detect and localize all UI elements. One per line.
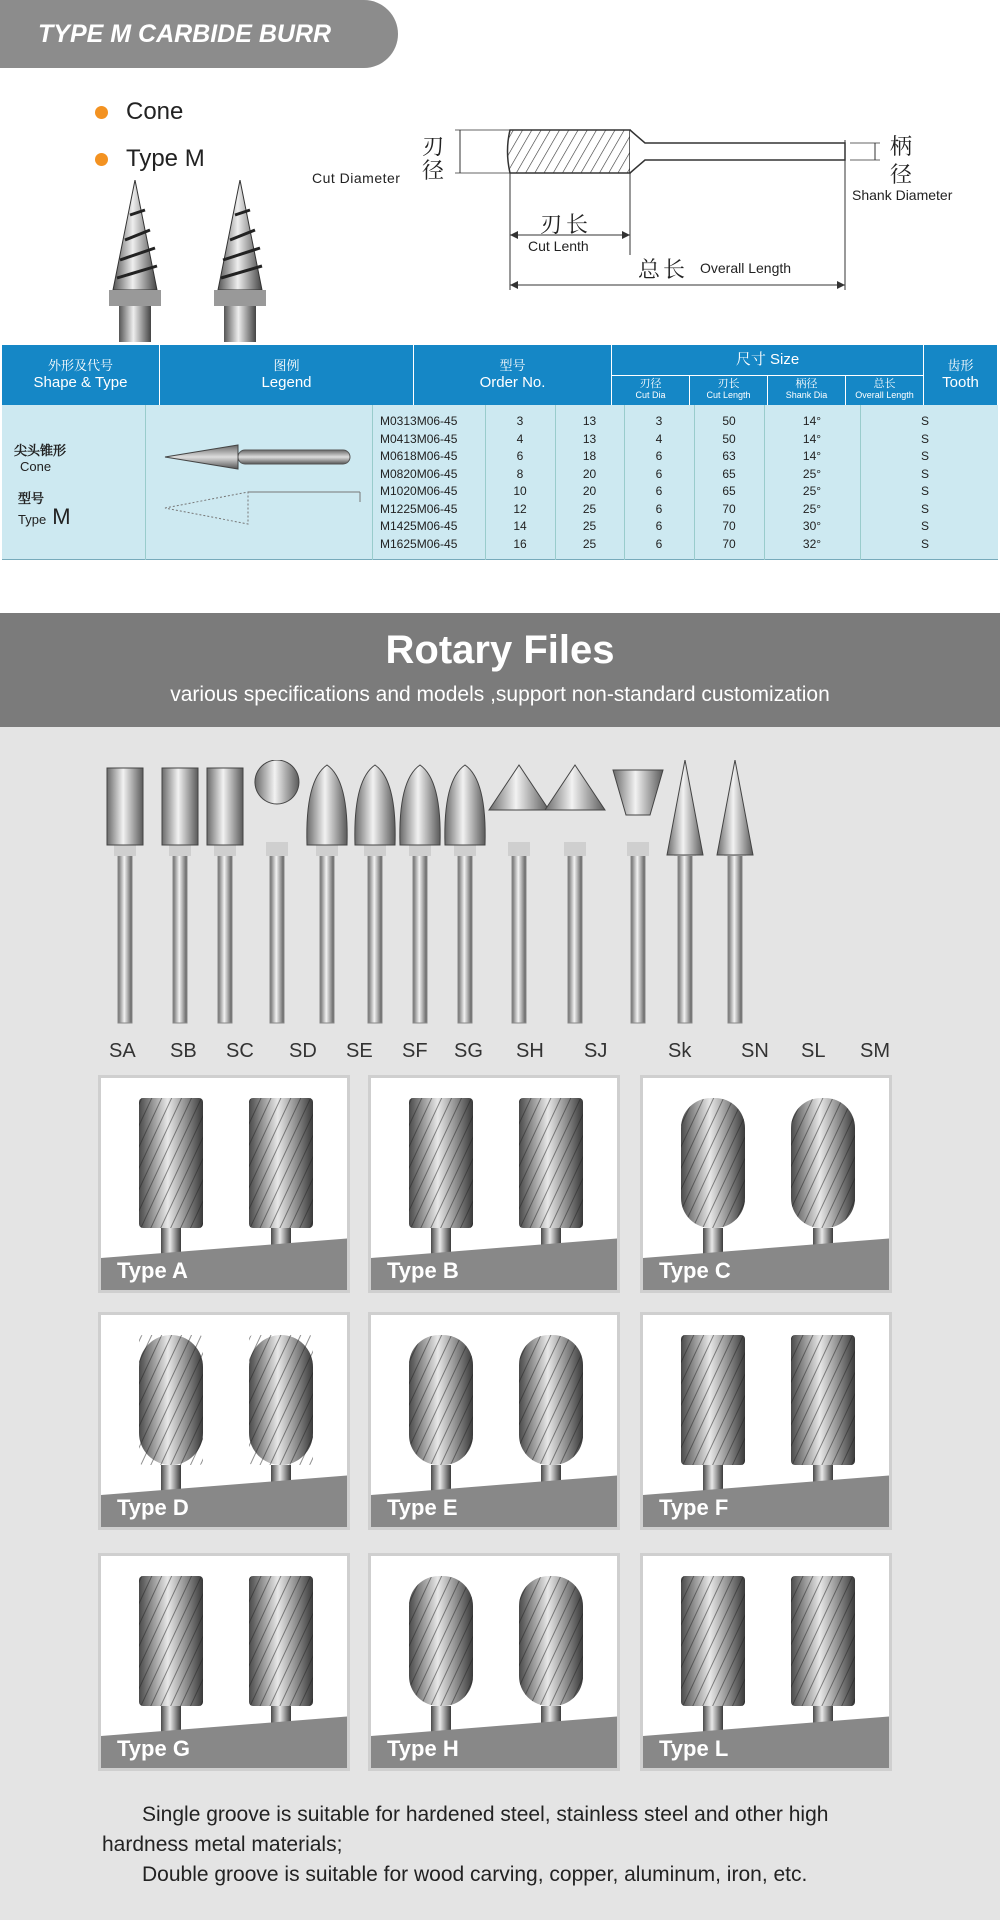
shank-zh-1: 柄 xyxy=(890,134,913,159)
burr-code-sl: SL xyxy=(801,1040,826,1062)
cell-overall: 65 xyxy=(722,484,736,498)
cell-orders: M0618M06-45 xyxy=(380,449,458,463)
cell-shank: 6 xyxy=(655,449,663,463)
cell-tooth: S xyxy=(920,484,929,498)
cut-dia-zh: 刃径 xyxy=(422,134,445,183)
cell-orders: M1020M06-45 xyxy=(380,484,458,498)
footer-line-2: hardness metal materials; xyxy=(102,1833,343,1856)
cell-orders: M0413M06-45 xyxy=(380,431,458,446)
type-card-label: Type C xyxy=(659,1258,731,1283)
cell-angle: 14° xyxy=(802,449,822,463)
cell-angle: 30° xyxy=(802,519,822,533)
burr-code-sd: SD xyxy=(289,1040,317,1062)
rotary-title: Rotary Files xyxy=(385,628,615,672)
shank-label: Shank Diameter xyxy=(852,187,953,203)
col-head-order: 型号 Order No. xyxy=(414,345,612,405)
tooth-column xyxy=(860,413,990,553)
col-head-legend: 图例 Legend xyxy=(160,345,414,405)
cell-orders: M0313M06-45 xyxy=(380,414,458,428)
sub-head-cut-length: 刃长 Cut Length xyxy=(690,375,768,405)
cut-dia-column xyxy=(485,413,555,553)
type-card-d xyxy=(98,1312,350,1530)
burr-code-sm: SM xyxy=(860,1040,890,1062)
sub-head-overall-length: 总长 Overall Length xyxy=(846,375,924,405)
cone-burr-photo xyxy=(95,180,335,342)
type-card-e xyxy=(368,1312,620,1530)
footer-line-1: Single groove is suitable for hardened steel, stainless steel and other high xyxy=(142,1803,829,1826)
shank-zh-2: 径 xyxy=(890,162,913,187)
type-card-a xyxy=(98,1075,350,1293)
burr-sg xyxy=(400,765,440,1023)
cell-cut_dia: 16 xyxy=(513,536,527,551)
cell-angle: 25° xyxy=(802,484,822,498)
cell-overall: 70 xyxy=(722,501,736,516)
cell-angle: 32° xyxy=(802,536,822,551)
cell-angle: 25° xyxy=(802,466,822,481)
cell-cut_dia: 6 xyxy=(516,449,524,463)
overall-zh: 总长 xyxy=(638,257,689,282)
cell-cut_dia: 10 xyxy=(513,484,527,498)
type-card-h xyxy=(368,1553,620,1771)
page-title: TYPE M CARBIDE BURR xyxy=(38,20,332,48)
type-card-label: Type F xyxy=(659,1495,729,1520)
cell-cut_len: 25 xyxy=(582,501,597,516)
cell-tooth: S xyxy=(920,519,929,533)
cell-shank: 4 xyxy=(655,431,663,446)
cell-tooth: S xyxy=(920,431,929,446)
cone-legend-drawing xyxy=(160,440,370,535)
cut-len-zh: 刃长 xyxy=(540,212,593,237)
cell-shank: 6 xyxy=(655,484,663,498)
rotary-files-banner xyxy=(0,613,1000,727)
cell-shank: 6 xyxy=(655,466,663,481)
type-card-label: Type B xyxy=(387,1258,459,1283)
cell-cut_len: 13 xyxy=(582,414,597,428)
type-label: 型号 Type M xyxy=(18,491,71,529)
burr-sd xyxy=(255,760,299,1023)
cell-tooth: S xyxy=(920,449,929,463)
cut-len-label: Cut Lenth xyxy=(528,238,589,254)
cell-cut_len: 20 xyxy=(582,466,597,481)
burr-sn xyxy=(613,770,663,1023)
cell-overall: 50 xyxy=(722,431,736,446)
burr-code-sb: SB xyxy=(170,1040,197,1062)
title-tab xyxy=(0,0,398,68)
cell-cut_dia: 12 xyxy=(513,501,527,516)
cell-shank: 6 xyxy=(655,501,663,516)
sub-head-shank-dia: 柄径 Shank Dia xyxy=(768,375,846,405)
cell-orders: M1625M06-45 xyxy=(380,536,458,551)
burr-sk xyxy=(545,765,605,1023)
cell-cut_len: 13 xyxy=(582,431,597,446)
cell-overall: 65 xyxy=(722,466,736,481)
cell-overall: 70 xyxy=(722,536,736,551)
burr-sa xyxy=(107,768,143,1023)
shank-dia-column xyxy=(624,413,694,553)
type-card-c xyxy=(640,1075,892,1293)
cell-cut_dia: 14 xyxy=(513,519,527,533)
type-card-f xyxy=(640,1312,892,1530)
cell-tooth: S xyxy=(920,414,929,428)
cell-overall: 63 xyxy=(722,449,736,463)
sub-head-cut-dia: 刃径 Cut Dia xyxy=(612,375,690,405)
burr-se xyxy=(307,765,347,1023)
cell-cut_len: 25 xyxy=(582,519,597,533)
cell-tooth: S xyxy=(920,466,929,481)
type-card-label: Type H xyxy=(387,1736,459,1761)
type-card-l xyxy=(640,1553,892,1771)
burr-sj xyxy=(489,765,549,1023)
cell-tooth: S xyxy=(920,536,929,551)
cell-cut_dia: 8 xyxy=(516,466,524,481)
burr-sc xyxy=(207,768,243,1023)
burr-code-sa: SA xyxy=(109,1040,136,1062)
cell-angle: 14° xyxy=(802,414,822,428)
cell-cut_len: 20 xyxy=(582,484,597,498)
burr-code-sf: SF xyxy=(402,1040,428,1062)
col-head-size: 尺寸 Size xyxy=(612,345,924,375)
cut-dia-label: Cut Diameter xyxy=(312,170,401,186)
bullet-dot-icon xyxy=(95,153,108,166)
type-card-label: Type D xyxy=(117,1495,189,1520)
spec-table xyxy=(2,345,998,560)
cell-shank: 6 xyxy=(655,519,663,533)
burr-code-se: SE xyxy=(346,1040,373,1062)
shape-label: 尖头锥形 Cone xyxy=(14,443,67,474)
cell-overall: 70 xyxy=(722,519,736,533)
cell-orders: M0820M06-45 xyxy=(380,466,458,481)
burr-code-sk: Sk xyxy=(668,1040,692,1062)
cell-shank: 6 xyxy=(655,536,663,551)
cell-overall: 50 xyxy=(722,414,736,428)
type-card-label: Type G xyxy=(117,1736,190,1761)
cell-orders: M1225M06-45 xyxy=(380,501,458,516)
overall-label: Overall Length xyxy=(700,260,792,276)
burr-code-sn: SN xyxy=(741,1040,769,1062)
burr-sb xyxy=(162,768,198,1023)
col-head-shape: 外形及代号 Shape & Type xyxy=(2,345,160,405)
dimension-diagram xyxy=(300,115,1000,300)
bullet-type: Type M xyxy=(95,145,205,173)
cell-orders: M1425M06-45 xyxy=(380,519,458,533)
type-card-label: Type A xyxy=(117,1258,188,1283)
bullet-cone: Cone xyxy=(95,98,183,126)
type-card-label: Type L xyxy=(659,1736,729,1761)
order-no-column xyxy=(372,413,485,553)
rotary-burr-lineup xyxy=(95,760,905,1028)
cell-tooth: S xyxy=(920,501,929,516)
cell-angle: 14° xyxy=(802,431,822,446)
burr-code-sc: SC xyxy=(226,1040,254,1062)
cell-shank: 3 xyxy=(655,414,663,428)
type-card-b xyxy=(368,1075,620,1293)
burr-sm xyxy=(717,760,753,1023)
cell-cut_dia: 3 xyxy=(516,414,524,428)
rotary-subtitle: various specifications and models ,support non-standard customization xyxy=(170,683,830,706)
cell-cut_len: 18 xyxy=(582,449,597,463)
cell-angle: 25° xyxy=(802,501,822,516)
cell-cut_len: 25 xyxy=(582,536,597,551)
burr-sf xyxy=(355,765,395,1023)
angle-column xyxy=(764,413,860,553)
cell-cut_dia: 4 xyxy=(516,431,524,446)
burr-sl xyxy=(667,760,703,1023)
col-head-tooth: 齿形 Tooth xyxy=(924,345,998,405)
burr-code-sh: SH xyxy=(516,1040,544,1062)
burr-sh xyxy=(445,765,485,1023)
footer-line-3: Double groove is suitable for wood carving, copper, aluminum, iron, etc. xyxy=(142,1863,808,1886)
bullet-dot-icon xyxy=(95,106,108,119)
burr-code-sj: SJ xyxy=(584,1040,608,1062)
cut-length-column xyxy=(555,413,624,553)
burr-code-sg: SG xyxy=(454,1040,483,1062)
type-card-g xyxy=(98,1553,350,1771)
overall-length-column xyxy=(694,413,764,553)
type-card-label: Type E xyxy=(387,1495,458,1520)
